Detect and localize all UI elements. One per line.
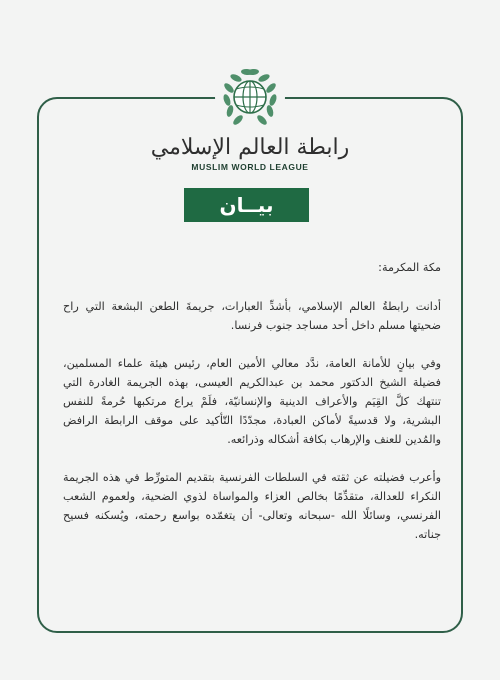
statement-paragraph: أدانت رابطةُ العالم الإسلامي، بأشدِّ العبارات، جريمةَ الطعن البشعة التي راح ضحيتها مسلم داخل أحد مساجد جنوب فرنسا. [63, 300, 441, 332]
statement-paragraph: وأعرب فضيلته عن ثقته في السلطات الفرنسية بتقديم المتورِّط في هذه الجريمة النكراء للعدالة، متقدِّمًا بخالص العزاء والمواساة لذوي الضحية، ولعموم الشعب الفرنسي، وسائلًا الله -سبحانه وتعالى- أن يتغمّده بواسع رحمته، ويُسكنه فسيح جناته. [63, 471, 441, 541]
statement-badge: بيــان [184, 188, 309, 222]
org-name-english: MUSLIM WORLD LEAGUE [191, 162, 309, 172]
dateline: مكة المكرمة: [378, 261, 441, 274]
globe-wreath-emblem-icon [215, 62, 285, 132]
statement-body [63, 258, 441, 563]
statement-paragraph: وفي بيانٍ للأمانة العامة، ندَّد معالي الأمين العام، رئيس هيئة علماء المسلمين، فضيلة الشيخ الدكتور محمد بن عبدالكريم العيسى، بهذه الجريمة الغادرة التي تنتهك كلَّ القِيَم والأعراف الدينية والإنسانيّة، فلَمْ يراع مرتكبها حُرمةً للنفس البشرية، ولا قدسيةً لأماكن العبادة، مجدّدًا التّأكيد على موقف الرابطة الرافض والمُدين للعنف والإرهاب بكافة أشكاله وذرائعه. [63, 357, 441, 446]
org-logo [0, 62, 500, 188]
org-name-arabic: رابطة العالم الإسلامي [150, 135, 350, 160]
